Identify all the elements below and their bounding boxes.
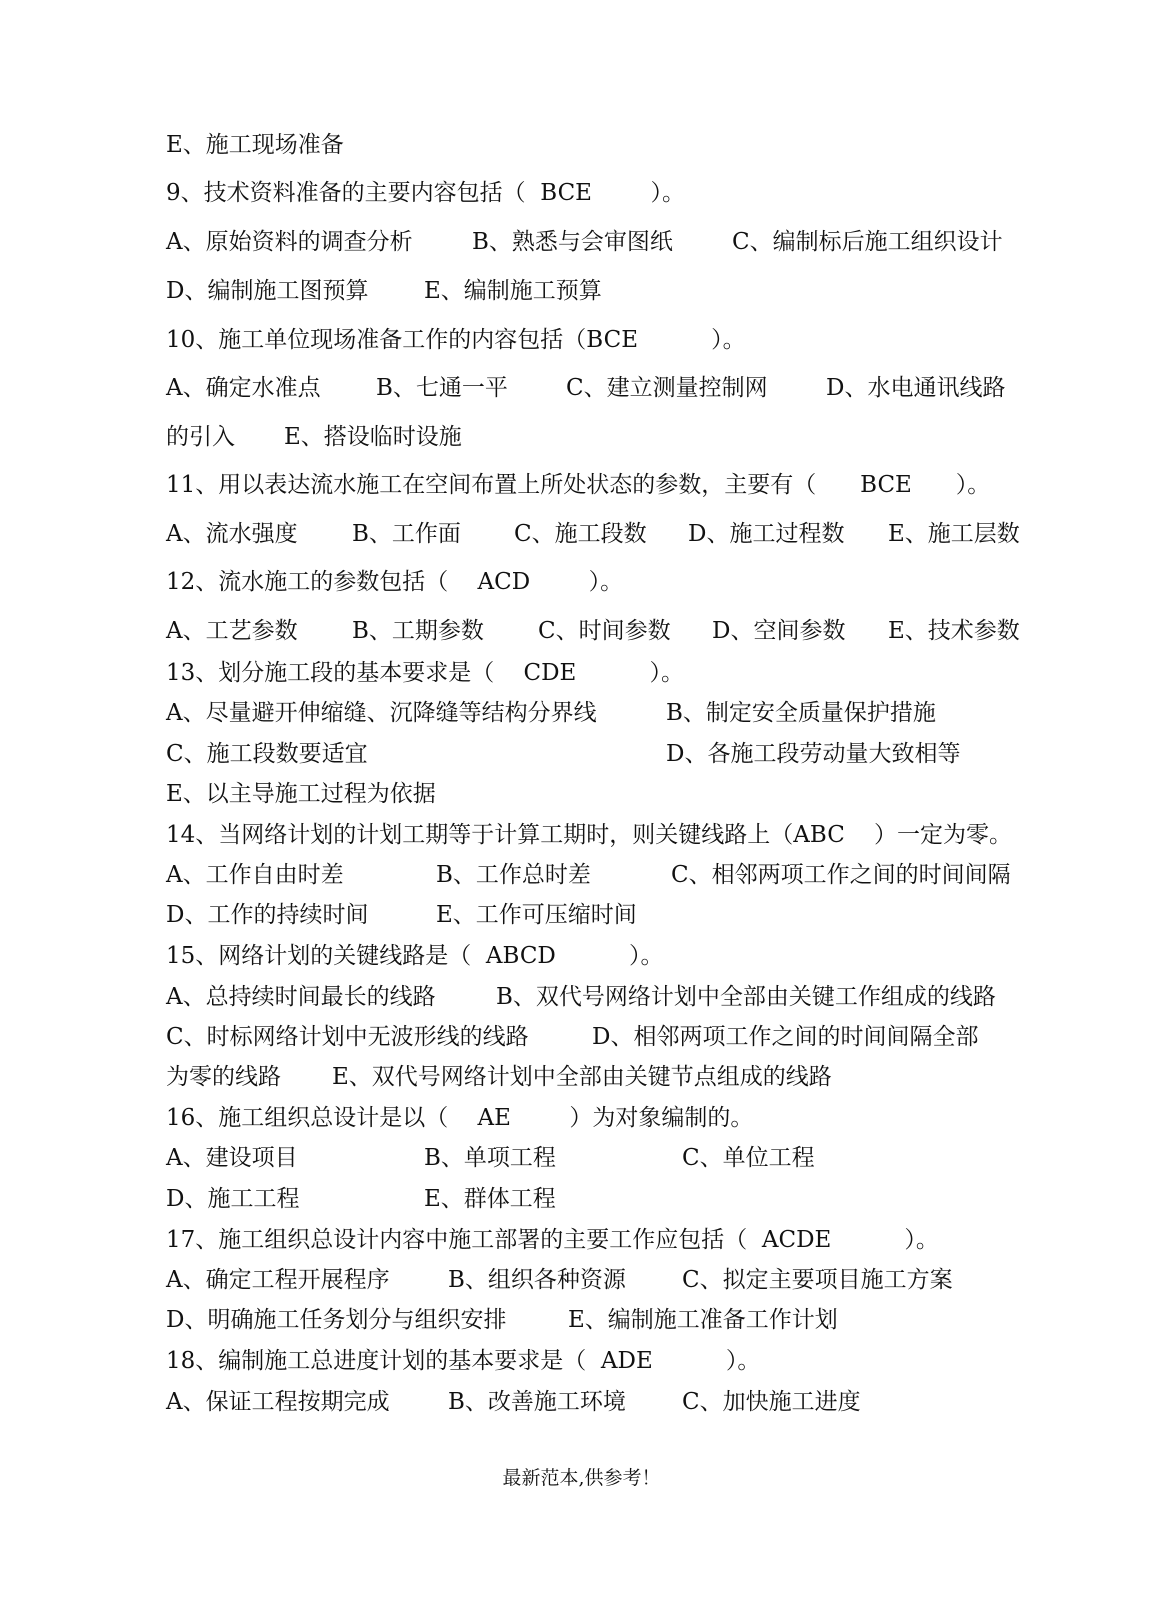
options-line: 为零的线路 E、双代号网络计划中全部由关键节点组成的线路: [166, 1064, 832, 1090]
options-line: A、工作自由时差 B、工作总时差 C、相邻两项工作之间的时间间隔: [166, 862, 1011, 888]
options-line: D、施工工程 E、群体工程: [166, 1186, 556, 1212]
options-line: C、时标网络计划中无波形线的线路 D、相邻两项工作之间的时间间隔全部: [166, 1024, 979, 1050]
options-line: A、确定工程开展程序 B、组织各种资源 C、拟定主要项目施工方案: [166, 1267, 953, 1293]
options-line: D、工作的持续时间 E、工作可压缩时间: [166, 902, 637, 928]
options-line: A、原始资料的调查分析 B、熟悉与会审图纸 C、编制标后施工组织设计: [166, 229, 1003, 255]
page-footer: 最新范本,供参考！: [502, 1467, 661, 1489]
options-line: A、流水强度 B、工作面 C、施工段数 D、施工过程数 E、施工层数: [166, 521, 1020, 547]
options-line: D、编制施工图预算 E、编制施工预算: [166, 278, 602, 304]
options-line: 的引入 E、搭设临时设施: [166, 424, 462, 450]
options-line: A、确定水准点 B、七通一平 C、建立测量控制网 D、水电通讯线路: [166, 375, 1006, 401]
options-line: D、明确施工任务划分与组织安排 E、编制施工准备工作计划: [166, 1307, 838, 1333]
options-line: C、施工段数要适宜 D、各施工段劳动量大致相等: [166, 741, 961, 767]
options-line: A、总持续时间最长的线路 B、双代号网络计划中全部由关键工作组成的线路: [166, 984, 996, 1010]
options-line: A、工艺参数 B、工期参数 C、时间参数 D、空间参数 E、技术参数: [166, 618, 1020, 644]
options-line: A、保证工程按期完成 B、改善施工环境 C、加快施工进度: [166, 1389, 861, 1415]
options-line: A、建设项目 B、单项工程 C、单位工程: [166, 1145, 815, 1171]
options-line: A、尽量避开伸缩缝、沉降缝等结构分界线 B、制定安全质量保护措施: [166, 700, 936, 726]
